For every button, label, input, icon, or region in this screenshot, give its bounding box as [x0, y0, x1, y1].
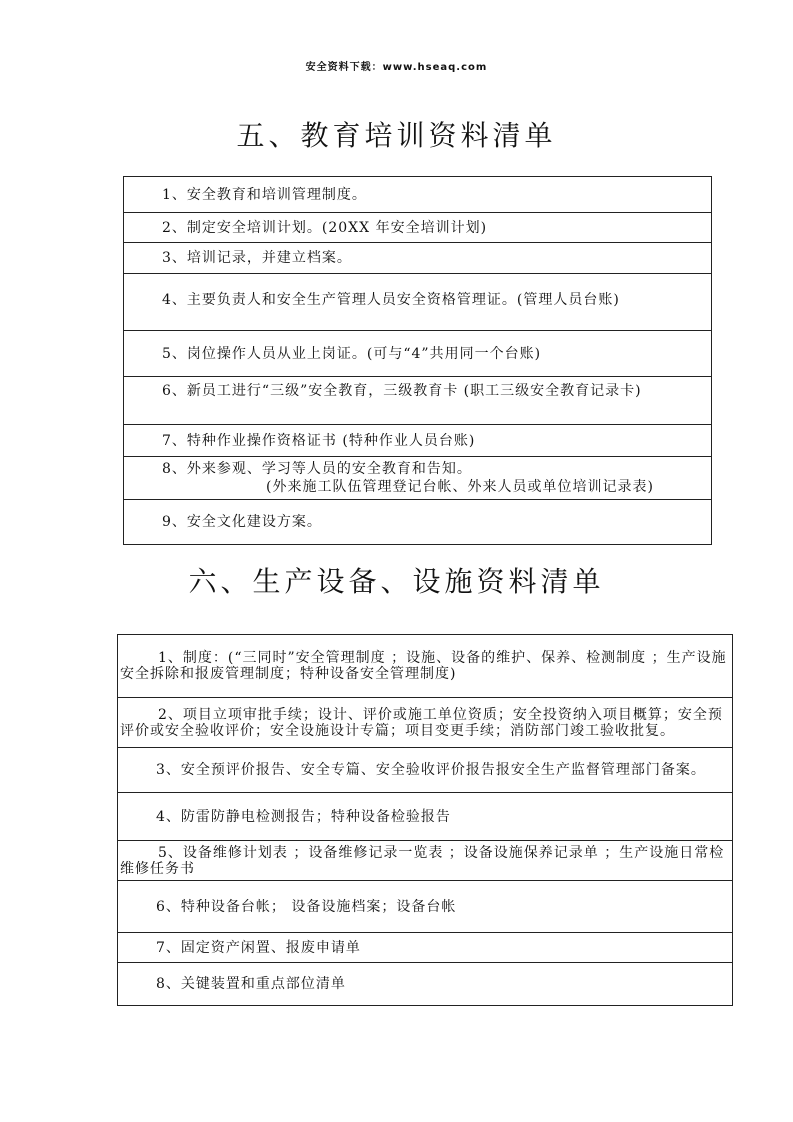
list-item: 2、制定安全培训计划。(20XX 年安全培训计划) — [124, 213, 712, 243]
education-checklist-table — [123, 176, 712, 545]
list-item: 6、特种设备台帐； 设备设施档案；设备台帐 — [118, 881, 733, 933]
list-item: 7、特种作业操作资格证书 (特种作业人员台账) — [124, 425, 712, 457]
table-row — [124, 331, 712, 377]
list-item: 5、设备维修计划表 ；设备维修记录一览表 ；设备设施保养记录单 ；生产设施日常检维修任务书 — [118, 841, 733, 881]
page-header: 安全资料下载：www.hseaq.com — [305, 62, 488, 73]
list-item: 6、新员工进行“三级”安全教育，三级教育卡 (职工三级安全教育记录卡) — [124, 377, 712, 425]
list-item: 7、固定资产闲置、报废申请单 — [118, 933, 733, 963]
list-item: 2、项目立项审批手续；设计、评价或施工单位资质；安全投资纳入项目概算；安全预评价或安全验收评价；安全设施设计专篇；项目变更手续；消防部门竣工验收批复。 — [118, 698, 733, 748]
table-row — [118, 635, 733, 698]
section-title-equipment: 六、生产设备、设施资料清单 — [188, 565, 605, 598]
list-item: 1、安全教育和培训管理制度。 — [124, 177, 712, 213]
table-row — [124, 274, 712, 331]
list-item: 9、安全文化建设方案。 — [124, 500, 712, 545]
table-row — [118, 748, 733, 793]
list-item: 4、主要负责人和安全生产管理人员安全资格管理证。(管理人员台账) — [124, 274, 712, 331]
list-item: 3、安全预评价报告、安全专篇、安全验收评价报告报安全生产监督管理部门备案。 — [118, 748, 733, 793]
list-item: 8、外来参观、学习等人员的安全教育和告知。 (外来施工队伍管理登记台帐、外来人员或单位培训记录表) — [124, 457, 712, 500]
table-row — [118, 698, 733, 748]
table-row — [118, 933, 733, 963]
table-row — [118, 793, 733, 841]
list-item: 8、关键装置和重点部位清单 — [118, 963, 733, 1006]
table-row — [124, 243, 712, 274]
table-row — [118, 881, 733, 933]
list-item: 3、培训记录，并建立档案。 — [124, 243, 712, 274]
table-row — [124, 425, 712, 457]
equipment-checklist-table — [117, 634, 733, 1006]
section-title-education: 五、教育培训资料清单 — [236, 119, 557, 152]
table-row — [118, 841, 733, 881]
table-row — [124, 213, 712, 243]
list-item: 5、岗位操作人员从业上岗证。(可与“4”共用同一个台账) — [124, 331, 712, 377]
list-item: 1、制度：(“三同时”安全管理制度 ；设施、设备的维护、保养、检测制度 ；生产设施安全拆除和报废管理制度；特种设备安全管理制度) — [118, 635, 733, 698]
table-row — [124, 377, 712, 425]
table-row — [124, 500, 712, 545]
table-row — [124, 177, 712, 213]
table-row — [118, 963, 733, 1006]
table-row — [124, 457, 712, 500]
list-item: 4、防雷防静电检测报告；特种设备检验报告 — [118, 793, 733, 841]
